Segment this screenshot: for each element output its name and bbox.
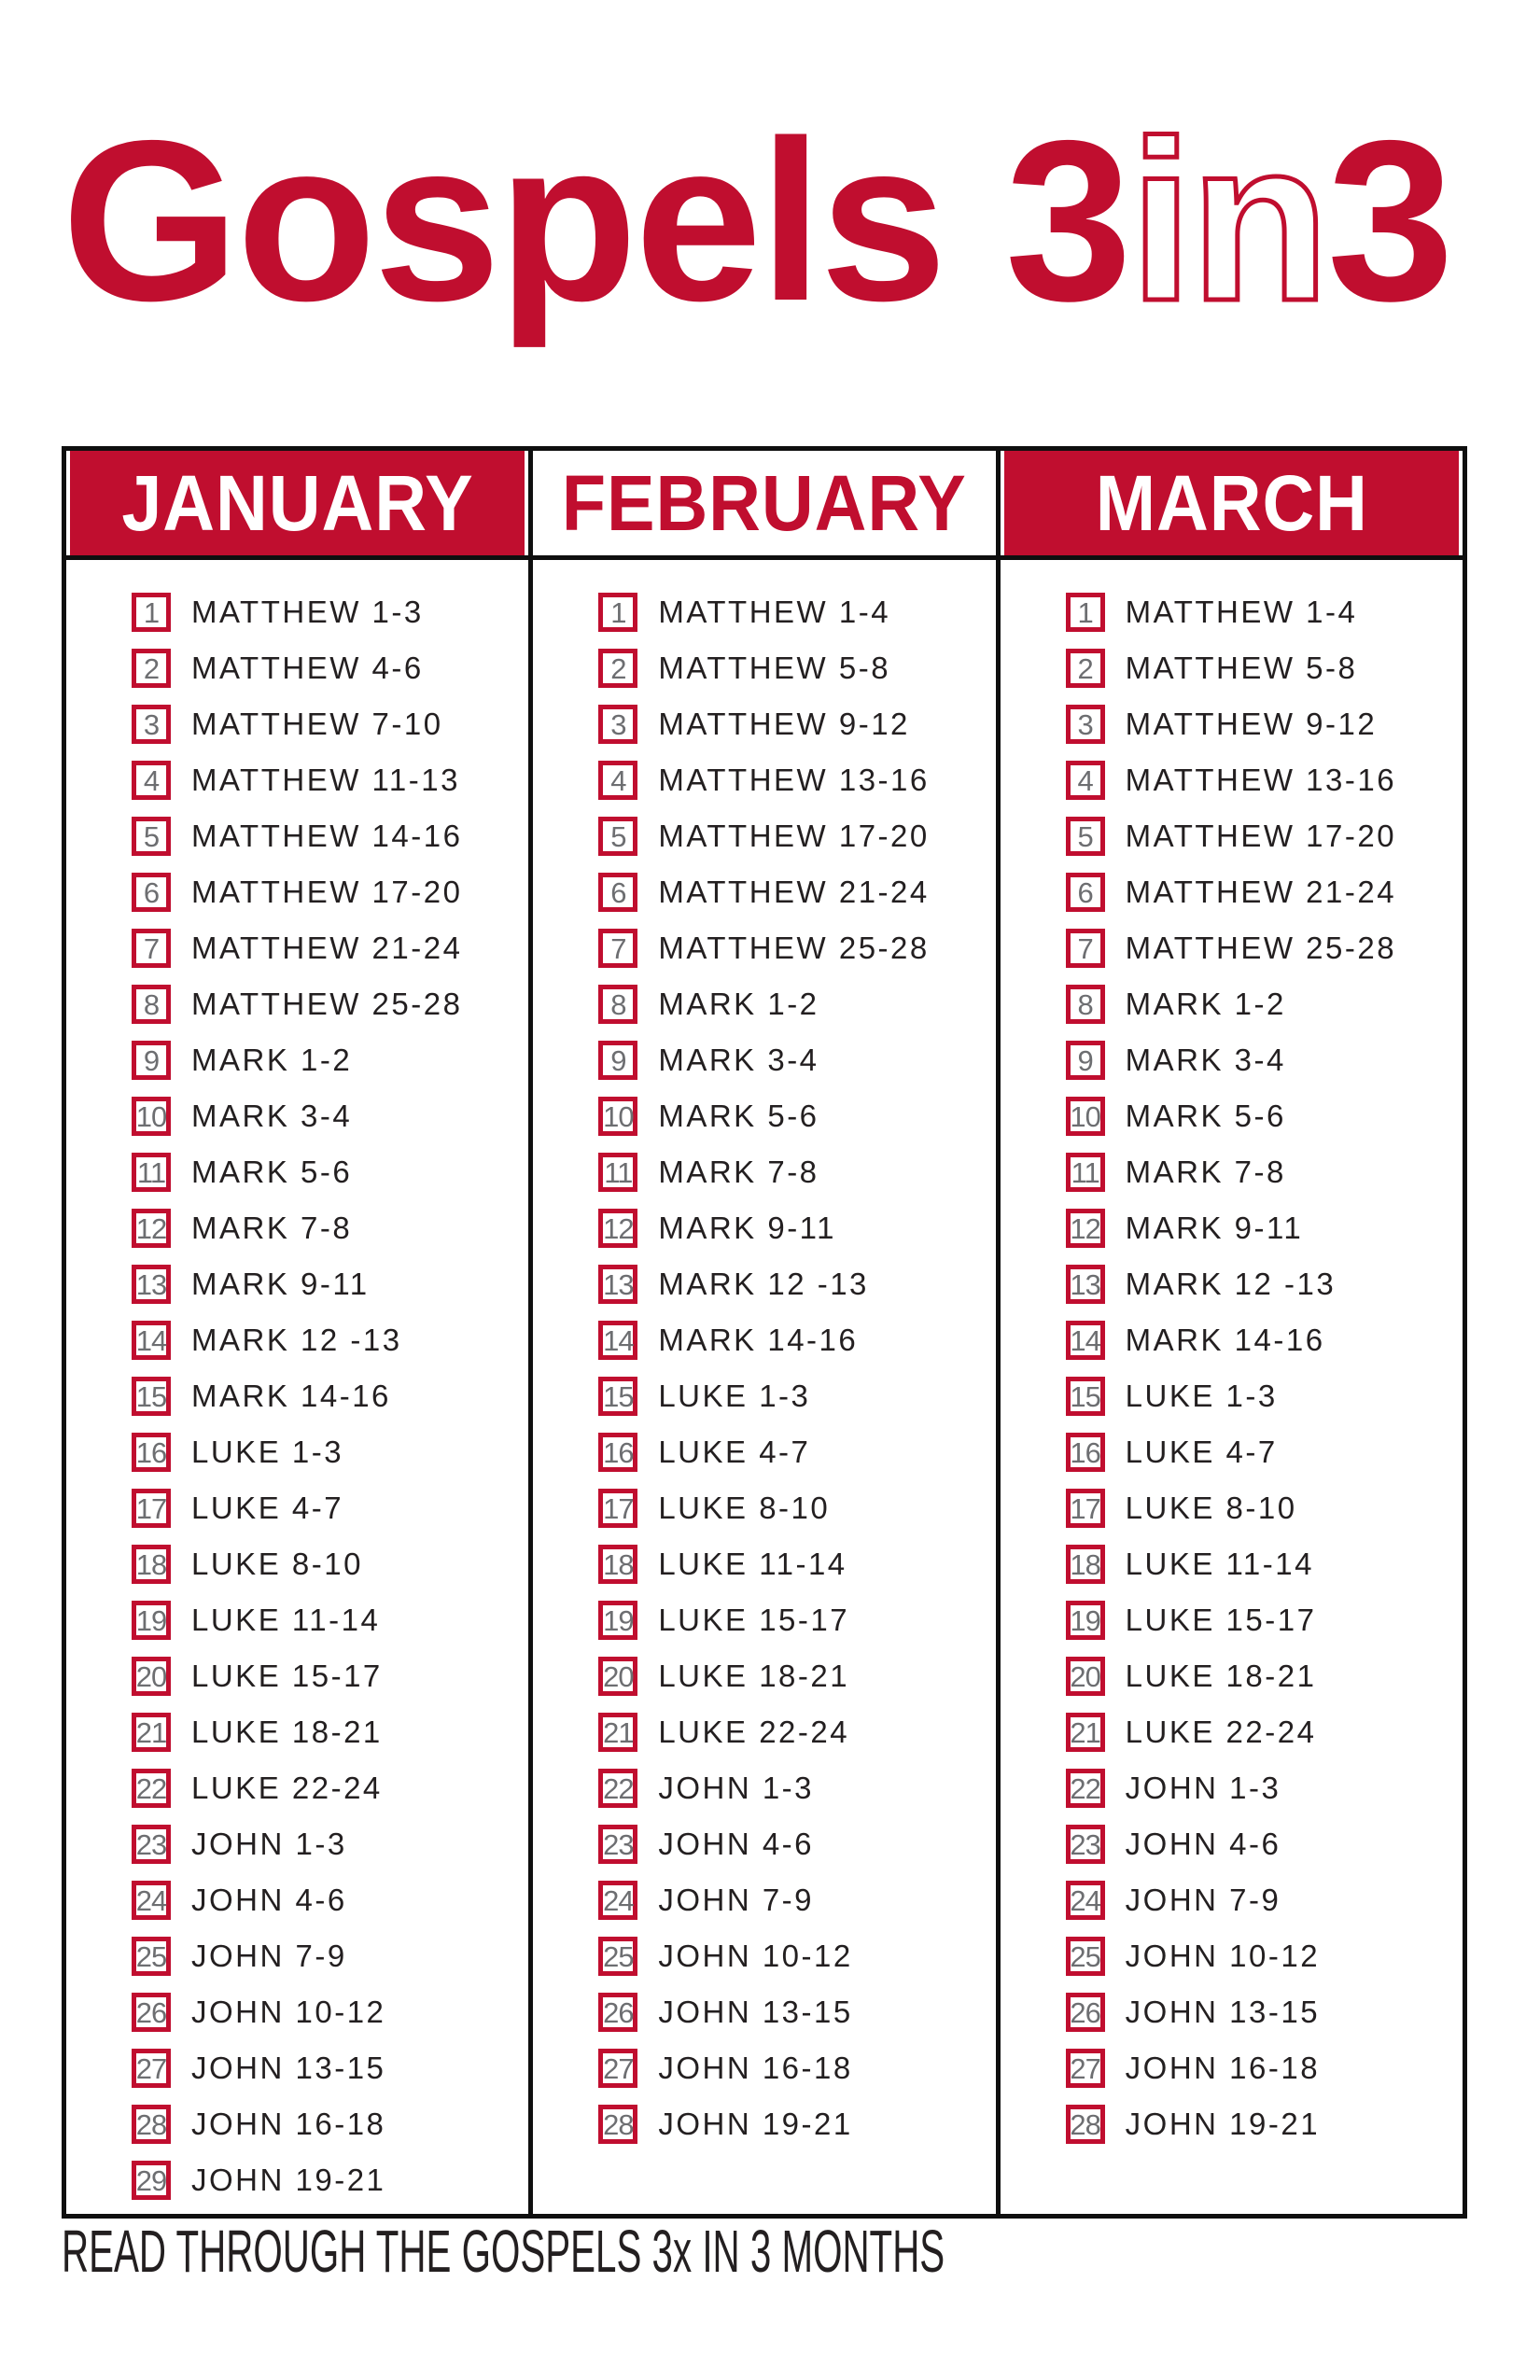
day-checkbox: 2 xyxy=(132,649,171,688)
day-reading-label: LUKE 18-21 xyxy=(658,1659,850,1693)
day-row xyxy=(1066,1928,1463,1984)
day-checkbox: 12 xyxy=(132,1209,171,1248)
day-checkbox: 19 xyxy=(598,1601,637,1640)
day-row xyxy=(132,1816,528,1872)
month-header xyxy=(66,451,528,555)
day-row xyxy=(598,864,995,920)
month-header-fill xyxy=(537,451,991,555)
day-checkbox: 7 xyxy=(132,929,171,968)
day-row xyxy=(132,2152,528,2208)
day-reading-label: MATTHEW 5-8 xyxy=(658,651,891,685)
day-reading-label: LUKE 1-3 xyxy=(191,1435,344,1469)
day-checkbox: 27 xyxy=(132,2049,171,2088)
day-reading-label: LUKE 11-14 xyxy=(191,1603,381,1637)
day-row xyxy=(132,1928,528,1984)
day-checkbox: 17 xyxy=(132,1489,171,1528)
day-reading-label: MATTHEW 4-6 xyxy=(191,651,424,685)
day-reading-label: MARK 7-8 xyxy=(1125,1155,1286,1189)
day-checkbox: 16 xyxy=(132,1433,171,1472)
month-header-fill xyxy=(70,451,525,555)
day-row xyxy=(1066,976,1463,1032)
day-checkbox: 26 xyxy=(132,1993,171,2032)
day-reading-label: JOHN 1-3 xyxy=(658,1771,815,1805)
footer-tagline: READ THROUGH THE GOSPELS 3x IN 3 MONTHS xyxy=(62,2218,945,2285)
day-reading-label: MATTHEW 17-20 xyxy=(191,875,463,909)
day-checkbox: 28 xyxy=(1066,2105,1105,2144)
day-reading-label: LUKE 18-21 xyxy=(1125,1659,1317,1693)
day-reading-label: MARK 12 -13 xyxy=(658,1267,869,1301)
day-reading-label: JOHN 10-12 xyxy=(658,1939,853,1973)
day-reading-label: JOHN 7-9 xyxy=(658,1883,815,1917)
day-reading-label: MARK 9-11 xyxy=(658,1211,836,1245)
day-reading-label: MATTHEW 7-10 xyxy=(191,707,443,741)
day-checkbox: 16 xyxy=(598,1433,637,1472)
day-checkbox: 24 xyxy=(598,1881,637,1920)
day-row xyxy=(1066,1256,1463,1312)
day-reading-label: MATTHEW 25-28 xyxy=(191,987,463,1021)
day-checkbox: 8 xyxy=(1066,985,1105,1024)
day-checkbox: 1 xyxy=(1066,593,1105,632)
day-reading-label: MATTHEW 17-20 xyxy=(658,819,930,853)
day-checkbox: 20 xyxy=(1066,1657,1105,1696)
day-checkbox: 27 xyxy=(1066,2049,1105,2088)
day-checkbox: 17 xyxy=(598,1489,637,1528)
day-row xyxy=(1066,640,1463,696)
title-solid-prefix: Gospels 3 xyxy=(62,92,1130,348)
day-row xyxy=(1066,1536,1463,1592)
day-reading-label: MATTHEW 21-24 xyxy=(658,875,930,909)
day-checkbox: 11 xyxy=(598,1153,637,1192)
day-row xyxy=(1066,2040,1463,2096)
day-row xyxy=(1066,1144,1463,1200)
month-day-list xyxy=(533,560,995,2214)
day-reading-label: JOHN 19-21 xyxy=(191,2163,386,2197)
day-checkbox: 19 xyxy=(1066,1601,1105,1640)
day-reading-label: LUKE 8-10 xyxy=(1125,1491,1297,1525)
day-reading-label: MATTHEW 9-12 xyxy=(658,707,910,741)
day-reading-label: MARK 7-8 xyxy=(658,1155,819,1189)
day-row xyxy=(598,584,995,640)
day-reading-label: MARK 5-6 xyxy=(191,1155,353,1189)
day-reading-label: JOHN 7-9 xyxy=(191,1939,347,1973)
day-row xyxy=(1066,752,1463,808)
day-row xyxy=(598,1872,995,1928)
day-checkbox: 4 xyxy=(132,761,171,800)
day-checkbox: 14 xyxy=(1066,1321,1105,1360)
day-reading-label: MARK 9-11 xyxy=(1125,1211,1304,1245)
day-checkbox: 23 xyxy=(598,1825,637,1864)
day-row xyxy=(132,2096,528,2152)
day-row xyxy=(598,1928,995,1984)
day-row xyxy=(598,1704,995,1760)
day-checkbox: 10 xyxy=(598,1097,637,1136)
day-reading-label: MARK 1-2 xyxy=(1125,987,1286,1021)
day-row xyxy=(598,1032,995,1088)
day-row xyxy=(1066,1592,1463,1648)
page-title xyxy=(62,92,1452,348)
day-row xyxy=(1066,864,1463,920)
day-reading-label: MARK 3-4 xyxy=(658,1043,819,1077)
day-reading-label: MATTHEW 21-24 xyxy=(191,931,463,965)
day-checkbox: 24 xyxy=(1066,1881,1105,1920)
day-reading-label: MATTHEW 9-12 xyxy=(1125,707,1378,741)
day-row xyxy=(1066,1872,1463,1928)
day-reading-label: MARK 1-2 xyxy=(191,1043,353,1077)
day-row xyxy=(598,1984,995,2040)
day-reading-label: MARK 5-6 xyxy=(658,1099,819,1133)
day-checkbox: 8 xyxy=(132,985,171,1024)
day-reading-label: MARK 5-6 xyxy=(1125,1099,1286,1133)
day-row xyxy=(132,752,528,808)
day-checkbox: 4 xyxy=(598,761,637,800)
month-title: FEBRUARY xyxy=(562,459,967,547)
day-row xyxy=(598,1144,995,1200)
day-row xyxy=(132,864,528,920)
day-reading-label: LUKE 11-14 xyxy=(658,1547,847,1581)
day-checkbox: 6 xyxy=(132,873,171,912)
day-reading-label: JOHN 16-18 xyxy=(658,2051,853,2085)
day-row xyxy=(598,1256,995,1312)
day-checkbox: 5 xyxy=(598,817,637,856)
day-checkbox: 4 xyxy=(1066,761,1105,800)
day-row xyxy=(132,1872,528,1928)
title-outline-word: in xyxy=(1129,92,1327,348)
day-reading-label: LUKE 4-7 xyxy=(658,1435,811,1469)
day-reading-label: JOHN 1-3 xyxy=(191,1827,347,1861)
day-row xyxy=(132,1200,528,1256)
day-row xyxy=(598,1368,995,1424)
day-checkbox: 15 xyxy=(1066,1377,1105,1416)
day-reading-label: MARK 1-2 xyxy=(658,987,819,1021)
day-checkbox: 27 xyxy=(598,2049,637,2088)
day-reading-label: JOHN 16-18 xyxy=(1125,2051,1321,2085)
day-reading-label: JOHN 10-12 xyxy=(191,1995,386,2029)
day-reading-label: MATTHEW 1-4 xyxy=(1125,595,1358,629)
day-checkbox: 18 xyxy=(132,1545,171,1584)
day-checkbox: 21 xyxy=(1066,1713,1105,1752)
day-reading-label: JOHN 13-15 xyxy=(1125,1995,1321,2029)
day-checkbox: 26 xyxy=(1066,1993,1105,2032)
day-row xyxy=(132,696,528,752)
month-column-march xyxy=(1001,451,1463,2214)
day-checkbox: 10 xyxy=(132,1097,171,1136)
day-reading-label: MARK 7-8 xyxy=(191,1211,353,1245)
day-row xyxy=(598,1536,995,1592)
day-row xyxy=(598,1592,995,1648)
day-reading-label: JOHN 4-6 xyxy=(1125,1827,1281,1861)
day-row xyxy=(132,1648,528,1704)
day-row xyxy=(598,2040,995,2096)
day-reading-label: JOHN 19-21 xyxy=(658,2107,853,2141)
day-row xyxy=(132,1424,528,1480)
day-row xyxy=(1066,584,1463,640)
day-checkbox: 5 xyxy=(1066,817,1105,856)
day-checkbox: 5 xyxy=(132,817,171,856)
day-checkbox: 25 xyxy=(1066,1937,1105,1976)
day-row xyxy=(132,1760,528,1816)
day-row xyxy=(132,1088,528,1144)
day-checkbox: 1 xyxy=(598,593,637,632)
day-reading-label: MARK 12 -13 xyxy=(191,1323,402,1357)
day-checkbox: 22 xyxy=(132,1769,171,1808)
day-checkbox: 17 xyxy=(1066,1489,1105,1528)
month-column-january xyxy=(66,451,528,2214)
day-row xyxy=(598,976,995,1032)
day-checkbox: 7 xyxy=(598,929,637,968)
day-reading-label: LUKE 18-21 xyxy=(191,1715,383,1749)
day-row xyxy=(598,920,995,976)
day-row xyxy=(132,1480,528,1536)
day-checkbox: 15 xyxy=(132,1377,171,1416)
day-reading-label: LUKE 4-7 xyxy=(1125,1435,1278,1469)
day-checkbox: 6 xyxy=(1066,873,1105,912)
day-checkbox: 7 xyxy=(1066,929,1105,968)
day-row xyxy=(1066,1760,1463,1816)
day-reading-label: JOHN 13-15 xyxy=(658,1995,853,2029)
day-checkbox: 14 xyxy=(132,1321,171,1360)
day-row xyxy=(598,808,995,864)
day-reading-label: MATTHEW 25-28 xyxy=(658,931,930,965)
day-reading-label: MARK 14-16 xyxy=(191,1379,391,1413)
day-checkbox: 16 xyxy=(1066,1433,1105,1472)
month-title: JANUARY xyxy=(121,459,474,547)
day-reading-label: LUKE 22-24 xyxy=(191,1771,383,1805)
day-checkbox: 20 xyxy=(132,1657,171,1696)
day-checkbox: 3 xyxy=(132,705,171,744)
day-checkbox: 9 xyxy=(1066,1041,1105,1080)
day-checkbox: 9 xyxy=(132,1041,171,1080)
day-row xyxy=(598,1480,995,1536)
day-reading-label: LUKE 15-17 xyxy=(191,1659,383,1693)
day-checkbox: 12 xyxy=(1066,1209,1105,1248)
day-reading-label: MARK 14-16 xyxy=(658,1323,859,1357)
day-checkbox: 24 xyxy=(132,1881,171,1920)
day-row xyxy=(1066,1480,1463,1536)
day-checkbox: 21 xyxy=(132,1713,171,1752)
day-row xyxy=(1066,1200,1463,1256)
day-row xyxy=(598,1424,995,1480)
day-checkbox: 1 xyxy=(132,593,171,632)
day-checkbox: 19 xyxy=(132,1601,171,1640)
day-checkbox: 22 xyxy=(598,1769,637,1808)
day-reading-label: JOHN 4-6 xyxy=(191,1883,347,1917)
day-row xyxy=(132,1312,528,1368)
day-row xyxy=(132,1984,528,2040)
day-row xyxy=(1066,696,1463,752)
day-checkbox: 2 xyxy=(1066,649,1105,688)
day-reading-label: MATTHEW 14-16 xyxy=(191,819,463,853)
day-reading-label: LUKE 15-17 xyxy=(1125,1603,1317,1637)
day-reading-label: MATTHEW 25-28 xyxy=(1125,931,1397,965)
day-reading-label: MARK 12 -13 xyxy=(1125,1267,1337,1301)
day-checkbox: 14 xyxy=(598,1321,637,1360)
day-checkbox: 6 xyxy=(598,873,637,912)
day-row xyxy=(598,2096,995,2152)
day-checkbox: 3 xyxy=(1066,705,1105,744)
month-header-fill xyxy=(1004,451,1459,555)
day-reading-label: MATTHEW 1-3 xyxy=(191,595,424,629)
day-reading-label: MATTHEW 17-20 xyxy=(1125,819,1397,853)
day-row xyxy=(1066,1816,1463,1872)
day-checkbox: 12 xyxy=(598,1209,637,1248)
month-day-list xyxy=(66,560,528,2214)
day-row xyxy=(598,1760,995,1816)
day-checkbox: 11 xyxy=(132,1153,171,1192)
day-row xyxy=(1066,808,1463,864)
day-row xyxy=(1066,920,1463,976)
day-checkbox: 23 xyxy=(132,1825,171,1864)
day-row xyxy=(598,640,995,696)
day-row xyxy=(132,1536,528,1592)
day-row xyxy=(132,1368,528,1424)
day-checkbox: 29 xyxy=(132,2161,171,2200)
day-checkbox: 23 xyxy=(1066,1825,1105,1864)
day-row xyxy=(598,1816,995,1872)
day-row xyxy=(132,1704,528,1760)
month-header xyxy=(533,451,995,555)
day-row xyxy=(132,808,528,864)
reading-plan-table xyxy=(62,446,1467,2219)
day-row xyxy=(1066,1984,1463,2040)
day-checkbox: 8 xyxy=(598,985,637,1024)
day-checkbox: 25 xyxy=(598,1937,637,1976)
day-reading-label: LUKE 8-10 xyxy=(191,1547,363,1581)
day-row xyxy=(132,640,528,696)
day-reading-label: JOHN 10-12 xyxy=(1125,1939,1321,1973)
day-row xyxy=(598,1200,995,1256)
day-reading-label: JOHN 13-15 xyxy=(191,2051,386,2085)
day-reading-label: JOHN 16-18 xyxy=(191,2107,386,2141)
day-reading-label: LUKE 11-14 xyxy=(1125,1547,1314,1581)
day-row xyxy=(598,752,995,808)
day-reading-label: LUKE 1-3 xyxy=(1125,1379,1278,1413)
day-reading-label: MARK 3-4 xyxy=(191,1099,353,1133)
day-row xyxy=(598,1312,995,1368)
day-row xyxy=(132,920,528,976)
month-title: MARCH xyxy=(1095,459,1368,547)
day-reading-label: MATTHEW 11-13 xyxy=(191,763,460,797)
day-checkbox: 2 xyxy=(598,649,637,688)
day-row xyxy=(132,584,528,640)
title-solid-suffix: 3 xyxy=(1326,92,1452,348)
day-row xyxy=(1066,1088,1463,1144)
day-reading-label: JOHN 7-9 xyxy=(1125,1883,1281,1917)
day-reading-label: MARK 9-11 xyxy=(191,1267,370,1301)
day-checkbox: 20 xyxy=(598,1657,637,1696)
day-row xyxy=(598,1648,995,1704)
day-row xyxy=(1066,1368,1463,1424)
day-row xyxy=(132,1032,528,1088)
day-reading-label: LUKE 1-3 xyxy=(658,1379,811,1413)
day-reading-label: JOHN 1-3 xyxy=(1125,1771,1281,1805)
day-reading-label: MATTHEW 21-24 xyxy=(1125,875,1397,909)
day-checkbox: 15 xyxy=(598,1377,637,1416)
day-row xyxy=(1066,1648,1463,1704)
day-reading-label: LUKE 8-10 xyxy=(658,1491,831,1525)
day-reading-label: LUKE 4-7 xyxy=(191,1491,344,1525)
day-row xyxy=(598,1088,995,1144)
day-checkbox: 26 xyxy=(598,1993,637,2032)
month-header xyxy=(1001,451,1463,555)
day-checkbox: 21 xyxy=(598,1713,637,1752)
day-reading-label: LUKE 22-24 xyxy=(658,1715,850,1749)
day-checkbox: 11 xyxy=(1066,1153,1105,1192)
day-row xyxy=(132,1256,528,1312)
day-reading-label: LUKE 15-17 xyxy=(658,1603,850,1637)
day-checkbox: 25 xyxy=(132,1937,171,1976)
month-day-list xyxy=(1001,560,1463,2214)
day-row xyxy=(598,696,995,752)
day-row xyxy=(1066,1424,1463,1480)
day-row xyxy=(1066,2096,1463,2152)
month-column-february xyxy=(533,451,995,2214)
day-reading-label: MATTHEW 13-16 xyxy=(658,763,930,797)
day-checkbox: 13 xyxy=(132,1265,171,1304)
day-checkbox: 3 xyxy=(598,705,637,744)
day-checkbox: 13 xyxy=(1066,1265,1105,1304)
day-reading-label: JOHN 19-21 xyxy=(1125,2107,1321,2141)
day-reading-label: MATTHEW 5-8 xyxy=(1125,651,1358,685)
day-checkbox: 18 xyxy=(1066,1545,1105,1584)
day-reading-label: MARK 3-4 xyxy=(1125,1043,1286,1077)
day-checkbox: 18 xyxy=(598,1545,637,1584)
day-row xyxy=(132,1592,528,1648)
day-reading-label: MATTHEW 13-16 xyxy=(1125,763,1397,797)
day-checkbox: 9 xyxy=(598,1041,637,1080)
day-reading-label: MATTHEW 1-4 xyxy=(658,595,891,629)
day-reading-label: MARK 14-16 xyxy=(1125,1323,1325,1357)
day-checkbox: 22 xyxy=(1066,1769,1105,1808)
day-row xyxy=(132,2040,528,2096)
day-checkbox: 28 xyxy=(132,2105,171,2144)
day-reading-label: LUKE 22-24 xyxy=(1125,1715,1317,1749)
day-row xyxy=(132,1144,528,1200)
day-row xyxy=(132,976,528,1032)
day-checkbox: 10 xyxy=(1066,1097,1105,1136)
day-row xyxy=(1066,1704,1463,1760)
day-row xyxy=(1066,1312,1463,1368)
day-checkbox: 13 xyxy=(598,1265,637,1304)
day-checkbox: 28 xyxy=(598,2105,637,2144)
day-reading-label: JOHN 4-6 xyxy=(658,1827,815,1861)
day-row xyxy=(1066,1032,1463,1088)
